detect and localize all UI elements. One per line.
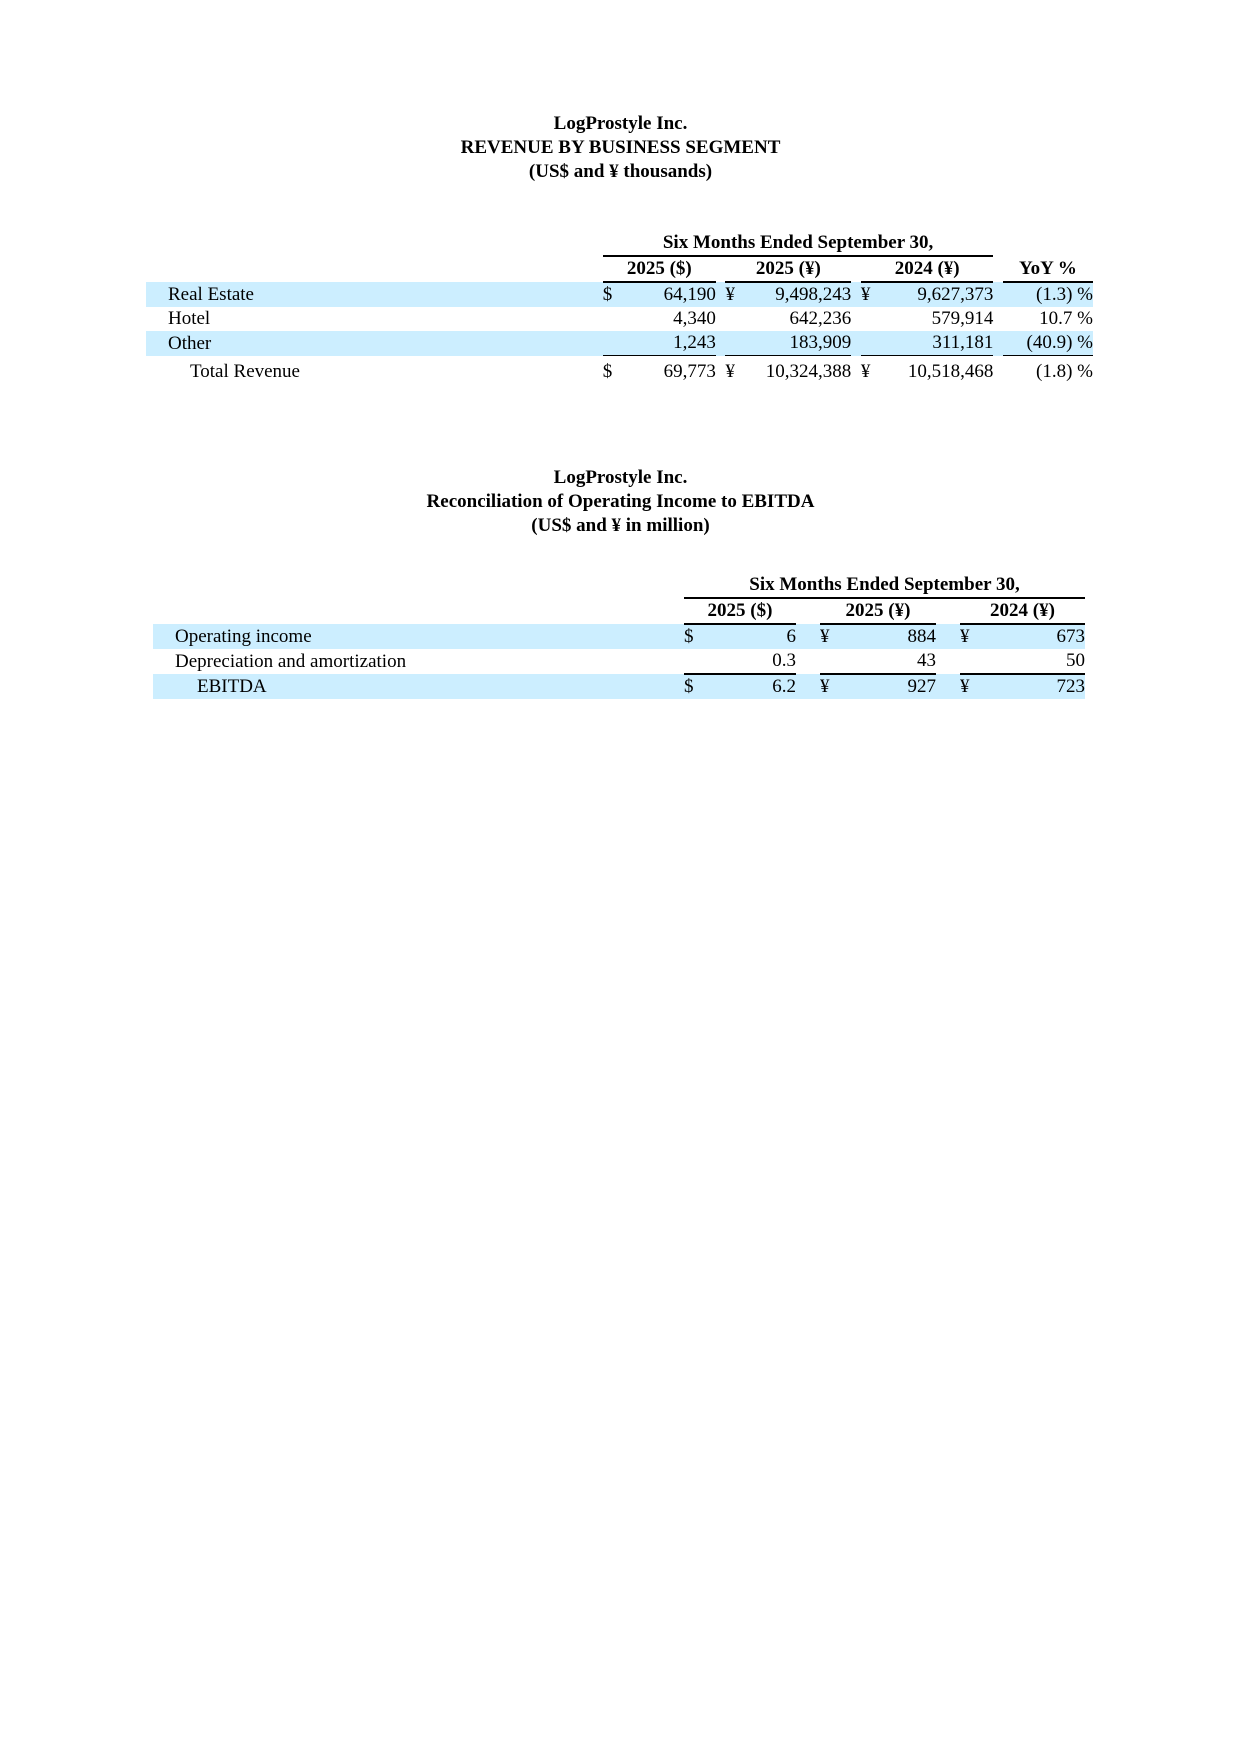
value-cell: 183,909 bbox=[747, 331, 851, 356]
table-row bbox=[146, 331, 1093, 356]
row-label: Hotel bbox=[168, 308, 211, 329]
currency-symbol: ¥ bbox=[725, 282, 747, 307]
currency-symbol bbox=[861, 331, 883, 356]
value-cell: 9,627,373 bbox=[882, 282, 993, 307]
ebitda-period-header-row bbox=[153, 573, 1085, 598]
revenue-title: REVENUE BY BUSINESS SEGMENT bbox=[460, 137, 781, 158]
table-row bbox=[153, 674, 1085, 699]
table-row bbox=[153, 649, 1085, 674]
currency-symbol: ¥ bbox=[861, 282, 883, 307]
table-row bbox=[153, 624, 1085, 649]
revenue-col-2024-jpy: 2024 (¥) bbox=[861, 256, 994, 282]
revenue-col-2025-usd: 2025 ($) bbox=[603, 256, 716, 282]
currency-symbol bbox=[603, 331, 625, 356]
row-label: Operating income bbox=[153, 624, 684, 649]
value-cell: 1,243 bbox=[624, 331, 716, 356]
yoy-cell: 10.7 % bbox=[1039, 308, 1093, 329]
currency-symbol: ¥ bbox=[725, 356, 747, 384]
currency-symbol: $ bbox=[684, 624, 714, 649]
currency-symbol: $ bbox=[603, 356, 625, 384]
currency-symbol: ¥ bbox=[820, 624, 850, 649]
value-cell: 884 bbox=[850, 624, 936, 649]
currency-symbol bbox=[684, 649, 714, 674]
ebitda-title: Reconciliation of Operating Income to EBITDA bbox=[426, 491, 815, 512]
currency-symbol bbox=[861, 307, 883, 331]
value-cell: 579,914 bbox=[931, 308, 994, 329]
ebitda-col-2025-usd: 2025 ($) bbox=[684, 598, 796, 624]
currency-symbol bbox=[603, 307, 625, 331]
yoy-cell: (1.8) % bbox=[1003, 356, 1093, 384]
currency-symbol bbox=[725, 307, 747, 331]
value-cell: 43 bbox=[850, 649, 936, 674]
currency-symbol bbox=[960, 649, 990, 674]
value-cell: 6 bbox=[714, 624, 796, 649]
currency-symbol bbox=[820, 649, 850, 674]
ebitda-table bbox=[153, 573, 1085, 699]
value-cell: 723 bbox=[990, 674, 1085, 699]
currency-symbol: ¥ bbox=[861, 356, 883, 384]
ebitda-period-header: Six Months Ended September 30, bbox=[684, 573, 1085, 598]
revenue-col-2025-jpy: 2025 (¥) bbox=[725, 256, 851, 282]
value-cell: 927 bbox=[850, 674, 936, 699]
total-row bbox=[146, 356, 1093, 384]
revenue-period-header-row bbox=[146, 231, 1093, 256]
currency-symbol: ¥ bbox=[960, 674, 990, 699]
currency-symbol: ¥ bbox=[960, 624, 990, 649]
revenue-column-header-row bbox=[146, 256, 1093, 282]
value-cell: 10,324,388 bbox=[747, 356, 851, 384]
value-cell: 673 bbox=[990, 624, 1085, 649]
currency-symbol: $ bbox=[684, 674, 714, 699]
value-cell: 311,181 bbox=[882, 331, 993, 356]
value-cell: 64,190 bbox=[624, 282, 716, 307]
ebitda-units: (US$ and ¥ in million) bbox=[531, 515, 710, 536]
revenue-company-name: LogProstyle Inc. bbox=[553, 113, 688, 134]
revenue-col-yoy: YoY % bbox=[1003, 256, 1093, 282]
ebitda-company-name: LogProstyle Inc. bbox=[553, 467, 688, 488]
value-cell: 10,518,468 bbox=[882, 356, 993, 384]
row-label: Real Estate bbox=[146, 282, 603, 307]
value-cell: 9,498,243 bbox=[747, 282, 851, 307]
row-label: Depreciation and amortization bbox=[175, 651, 407, 672]
currency-symbol: $ bbox=[603, 282, 625, 307]
revenue-units: (US$ and ¥ thousands) bbox=[528, 161, 713, 182]
row-label: Other bbox=[146, 331, 603, 356]
value-cell: 0.3 bbox=[714, 649, 796, 674]
value-cell: 50 bbox=[990, 649, 1085, 674]
revenue-table bbox=[146, 231, 1093, 384]
value-cell: 6.2 bbox=[714, 674, 796, 699]
value-cell: 642,236 bbox=[789, 308, 852, 329]
yoy-cell: (40.9) % bbox=[1003, 331, 1093, 356]
table-row bbox=[146, 307, 1093, 331]
table-row bbox=[146, 282, 1093, 307]
ebitda-column-header-row bbox=[153, 598, 1085, 624]
value-cell: 69,773 bbox=[624, 356, 716, 384]
revenue-period-header: Six Months Ended September 30, bbox=[603, 231, 994, 256]
ebitda-col-2025-jpy: 2025 (¥) bbox=[820, 598, 936, 624]
total-label: Total Revenue bbox=[190, 360, 300, 382]
value-cell: 4,340 bbox=[673, 308, 716, 329]
row-label: EBITDA bbox=[153, 674, 684, 699]
yoy-cell: (1.3) % bbox=[1003, 282, 1093, 307]
currency-symbol: ¥ bbox=[820, 674, 850, 699]
ebitda-col-2024-jpy: 2024 (¥) bbox=[960, 598, 1085, 624]
currency-symbol bbox=[725, 331, 747, 356]
